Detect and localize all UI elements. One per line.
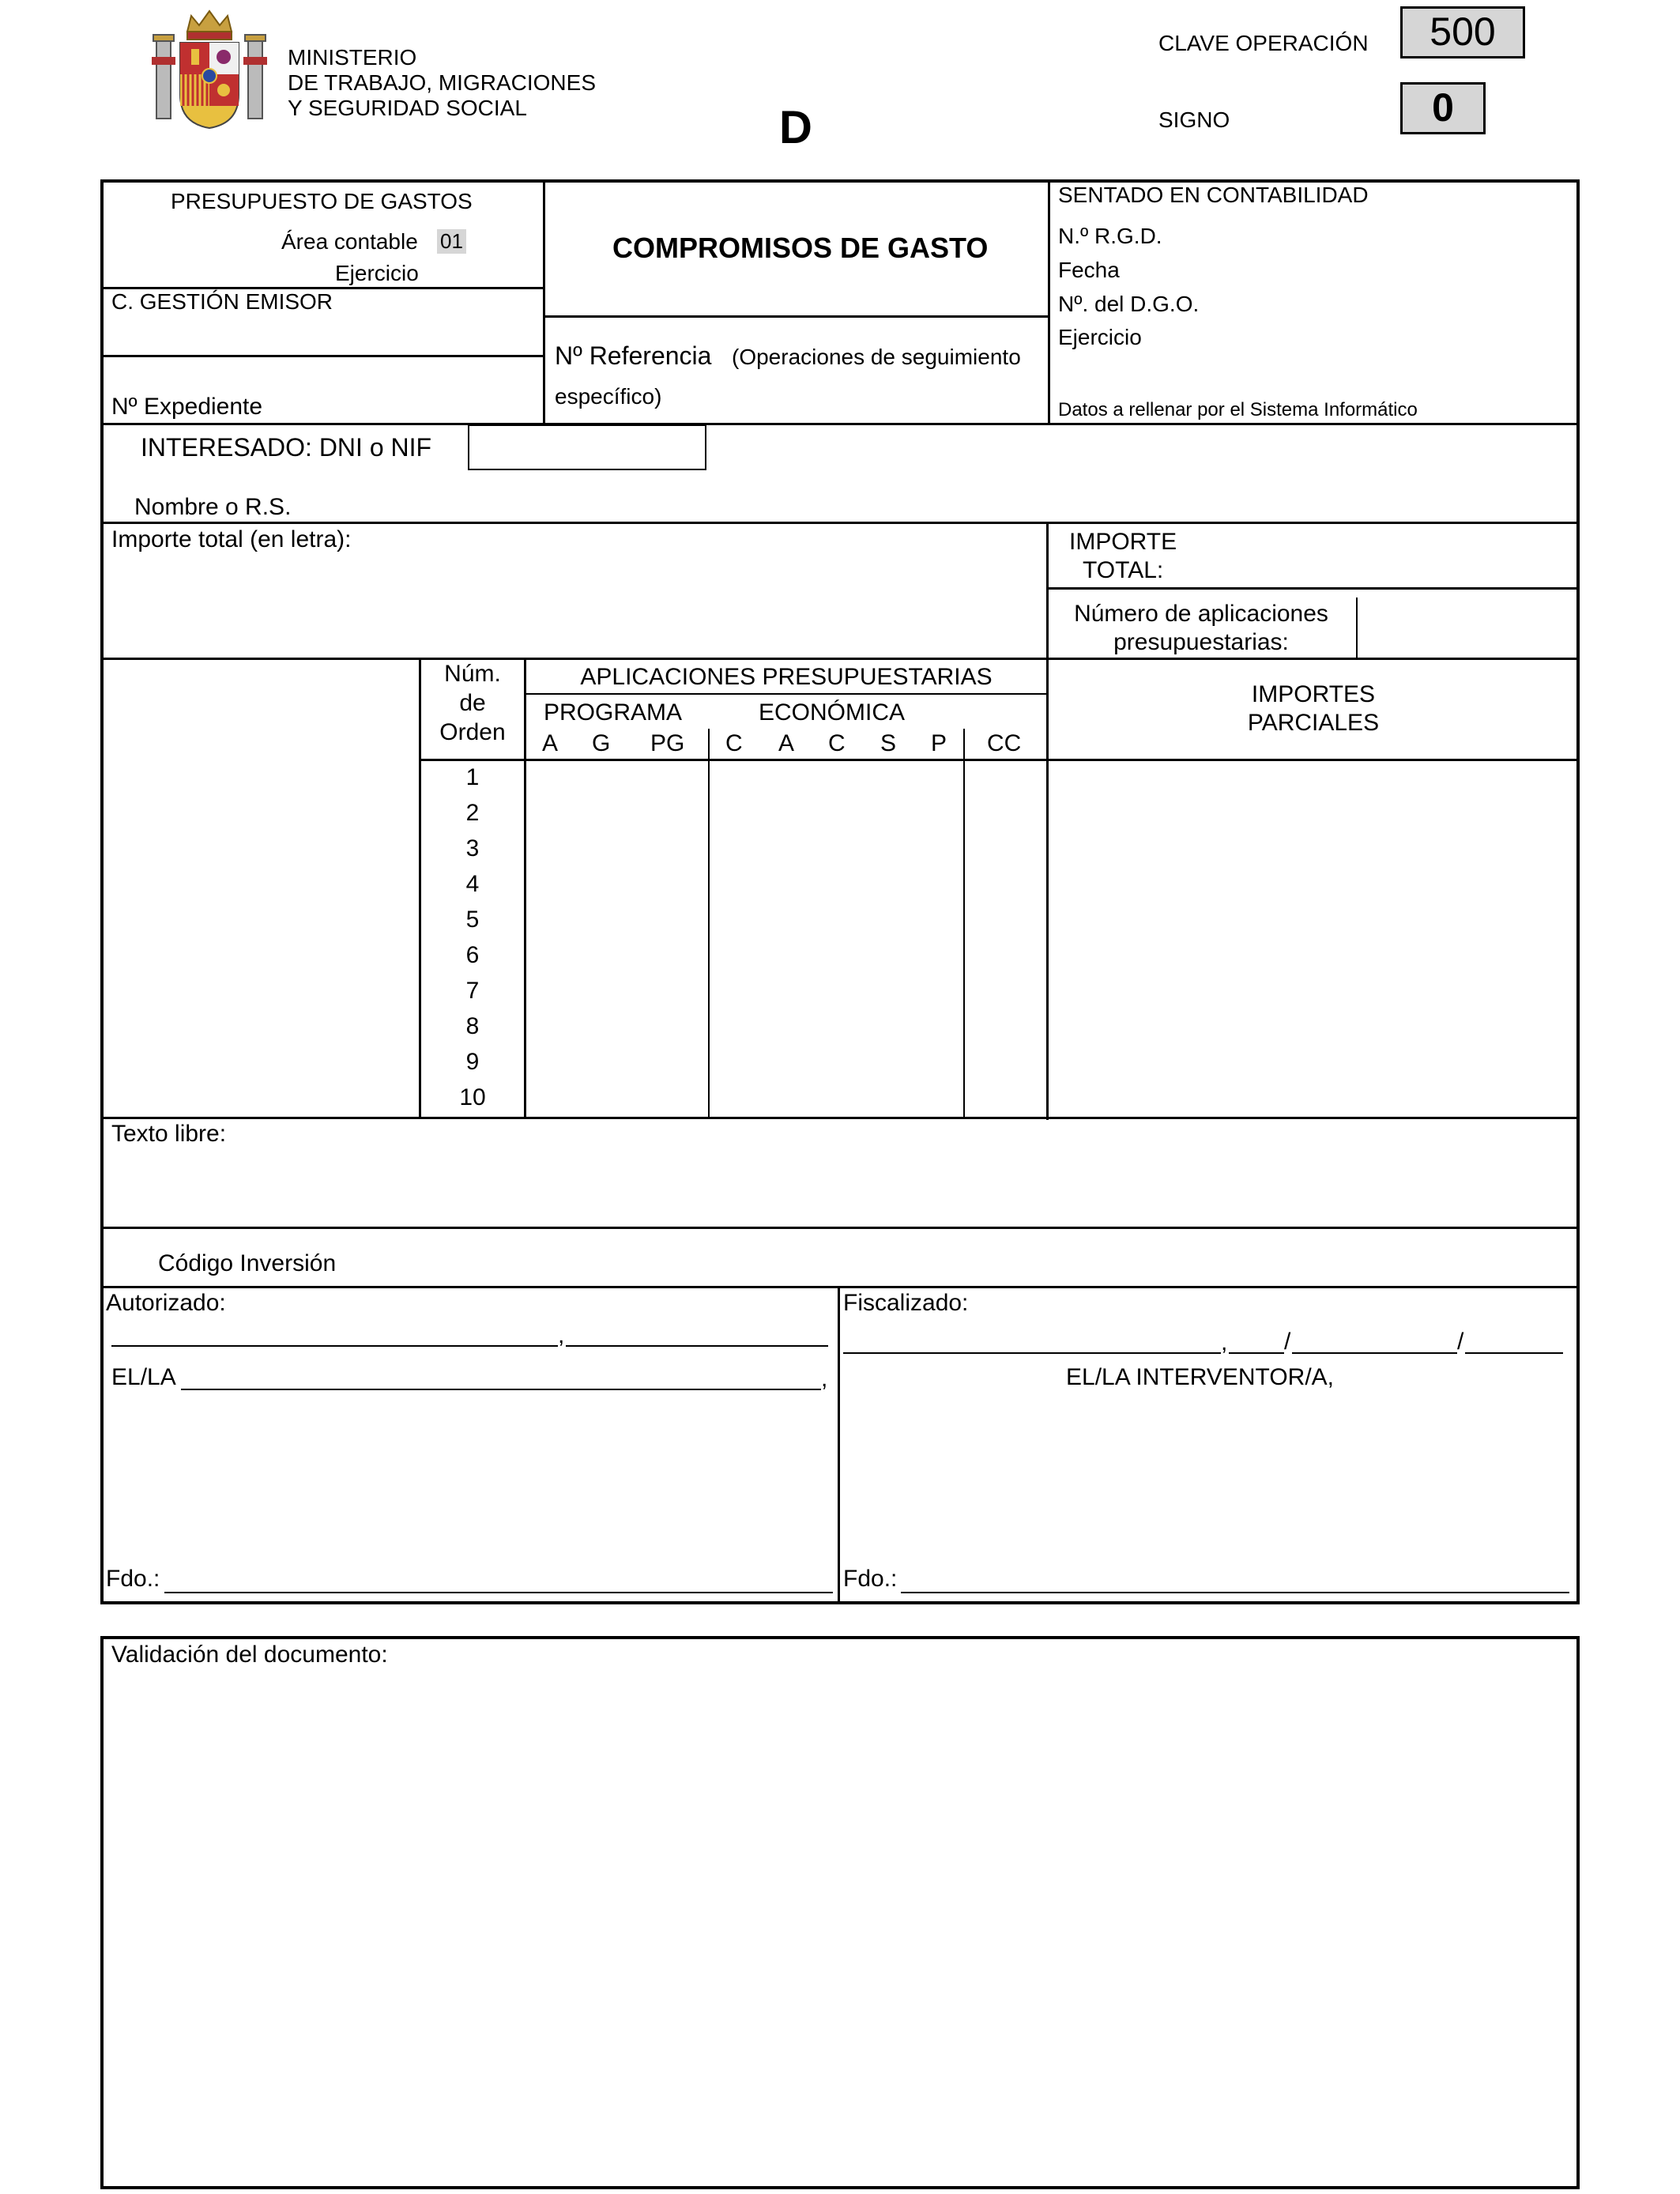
coat-of-arms-logo <box>152 8 267 131</box>
divider <box>100 355 544 357</box>
col-c2: C <box>828 730 846 756</box>
expediente-label: Nº Expediente <box>111 394 263 420</box>
contabilidad-title: SENTADO EN CONTABILIDAD <box>1058 183 1369 207</box>
fiscalizado-year-line[interactable] <box>1465 1352 1563 1354</box>
divider <box>524 658 526 1118</box>
fiscalizado-day-line[interactable] <box>1229 1352 1284 1354</box>
gestion-emisor-label: C. GESTIÓN EMISOR <box>111 289 333 314</box>
area-contable-label: Área contable <box>281 229 418 254</box>
divider <box>100 423 1580 425</box>
divider <box>1046 522 1049 1120</box>
table-row-number: 7 <box>465 978 480 1004</box>
signo-label: SIGNO <box>1158 107 1230 132</box>
el-la-label: EL/LA <box>111 1364 176 1390</box>
el-la-line[interactable] <box>181 1389 821 1390</box>
frame-right <box>1576 179 1580 1604</box>
divider <box>543 315 1049 318</box>
referencia-note-1: (Operaciones de seguimiento <box>732 345 1021 369</box>
fiscalizado-comma: , <box>1221 1329 1228 1355</box>
ejercicio-label: Ejercicio <box>335 261 419 285</box>
ministry-line-2: DE TRABAJO, MIGRACIONES <box>288 70 596 95</box>
col-c: C <box>725 730 743 756</box>
table-row-number: 9 <box>465 1049 480 1075</box>
num-aplicaciones-line-2: presupuestarias: <box>1113 629 1289 655</box>
divider <box>708 729 710 1118</box>
sistema-note: Datos a rellenar por el Sistema Informático <box>1058 399 1418 420</box>
document-letter: D <box>779 102 812 153</box>
importe-letra-label: Importe total (en letra): <box>111 526 352 552</box>
importe-total-line-1: IMPORTE <box>1069 529 1177 555</box>
num-orden-header-1: Núm. <box>444 661 501 687</box>
divider <box>100 1117 1580 1119</box>
autorizado-comma: , <box>558 1322 565 1348</box>
divider <box>1048 179 1050 424</box>
autorizado-fdo-line[interactable] <box>164 1592 833 1593</box>
divider <box>100 522 1580 524</box>
autorizado-date-line[interactable] <box>566 1345 828 1347</box>
autorizado-fdo-label: Fdo.: <box>106 1566 160 1592</box>
divider <box>838 1286 840 1604</box>
el-la-comma: , <box>821 1366 828 1392</box>
fiscalizado-fdo-label: Fdo.: <box>843 1566 898 1592</box>
texto-libre-label: Texto libre: <box>111 1121 227 1147</box>
divider <box>963 729 965 1118</box>
contabilidad-ejercicio-label: Ejercicio <box>1058 325 1142 349</box>
col-cc: CC <box>987 730 1022 756</box>
table-row-number: 3 <box>465 835 480 861</box>
validacion-box[interactable] <box>100 1636 1580 2189</box>
divider <box>100 658 1580 660</box>
table-row-number: 5 <box>465 907 480 933</box>
fiscalizado-month-line[interactable] <box>1292 1352 1457 1354</box>
autorizado-place-line[interactable] <box>111 1345 558 1347</box>
col-pg: PG <box>650 730 685 756</box>
interventor-label: EL/LA INTERVENTOR/A, <box>1066 1364 1335 1390</box>
table-row-number: 4 <box>465 871 480 897</box>
importe-total-line-2: TOTAL: <box>1083 557 1164 583</box>
fiscalizado-slash-2: / <box>1457 1329 1464 1355</box>
num-aplicaciones-line-1: Número de aplicaciones <box>1074 601 1328 627</box>
table-row-number: 2 <box>465 800 480 826</box>
codigo-inversion-label: Código Inversión <box>158 1250 337 1276</box>
divider <box>524 693 1046 695</box>
rgd-label: N.º R.G.D. <box>1058 224 1162 248</box>
clave-operacion-value: 500 <box>1400 6 1525 58</box>
area-contable-value: 01 <box>437 229 466 254</box>
fecha-label: Fecha <box>1058 258 1120 282</box>
dni-nif-input[interactable] <box>468 424 706 470</box>
col-p: P <box>931 730 947 756</box>
fiscalizado-slash-1: / <box>1284 1329 1291 1355</box>
validacion-label: Validación del documento: <box>111 1642 388 1668</box>
frame-bottom <box>100 1601 1580 1604</box>
fiscalizado-place-line[interactable] <box>843 1352 1221 1354</box>
divider <box>100 1286 1580 1288</box>
nombre-label: Nombre o R.S. <box>134 494 292 520</box>
clave-operacion-label: CLAVE OPERACIÓN <box>1158 31 1369 55</box>
col-a: A <box>542 730 559 756</box>
page-title: COMPROMISOS DE GASTO <box>612 232 989 264</box>
presupuesto-title: PRESUPUESTO DE GASTOS <box>171 189 473 213</box>
signo-value: 0 <box>1400 82 1486 134</box>
divider <box>419 759 1580 761</box>
programa-header: PROGRAMA <box>544 699 683 726</box>
importes-parciales-header-2: PARCIALES <box>1247 710 1380 736</box>
fiscalizado-fdo-line[interactable] <box>901 1592 1569 1593</box>
dgo-label: Nº. del D.G.O. <box>1058 292 1200 316</box>
table-row-number: 6 <box>465 942 480 968</box>
divider <box>543 179 545 424</box>
referencia-label: Nº Referencia <box>555 341 712 370</box>
ministry-line-3: Y SEGURIDAD SOCIAL <box>288 96 527 120</box>
col-s: S <box>880 730 897 756</box>
frame-left <box>100 179 104 1604</box>
autorizado-label: Autorizado: <box>106 1290 226 1316</box>
col-a2: A <box>778 730 795 756</box>
table-row-number: 1 <box>465 764 480 790</box>
divider <box>1356 598 1358 658</box>
table-row-number: 8 <box>465 1013 480 1039</box>
referencia-note-2: específico) <box>555 384 662 409</box>
num-orden-header-2: de <box>459 690 486 716</box>
aplicaciones-header: APLICACIONES PRESUPUESTARIAS <box>580 664 993 690</box>
table-row-number: 10 <box>459 1084 486 1110</box>
interesado-label: INTERESADO: DNI o NIF <box>141 433 432 462</box>
economica-header: ECONÓMICA <box>759 699 906 726</box>
fiscalizado-label: Fiscalizado: <box>843 1290 969 1316</box>
num-orden-header-3: Orden <box>439 719 506 745</box>
divider <box>100 1227 1580 1229</box>
importes-parciales-header-1: IMPORTES <box>1251 681 1376 707</box>
ministry-line-1: MINISTERIO <box>288 45 417 70</box>
divider <box>1046 587 1580 590</box>
col-g: G <box>592 730 611 756</box>
